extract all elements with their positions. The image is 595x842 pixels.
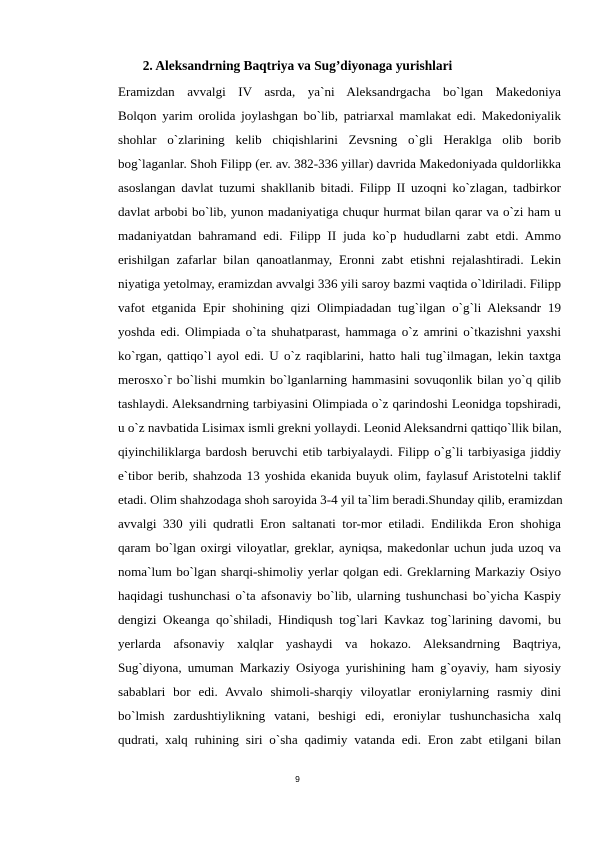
- text-line: ko`rgan, qattiqo`l ayol edi. U o`z raqiblarini, hatto hali tug`ilmagan, lekin taxtga: [118, 348, 561, 363]
- text-line: dengizi Okeanga qo`shiladi, Hindiqush tog`lari Kavkaz tog`larining davomi, bu: [118, 612, 561, 627]
- text-line: madaniyatdan bahramand edi. Filipp II juda ko`p hududlarni zabt etdi. Ammo: [118, 228, 561, 243]
- text-line: asoslangan davlat tuzumi shakllanib bitadi. Filipp II uzoqni ko`zlagan, tadbirkor: [118, 180, 561, 195]
- text-line: bo`lmish zardushtiylikning vatani, beshigi edi, eroniylar tushunchasicha xalq: [118, 708, 561, 723]
- text-line: Eramizdan avvalgi IV asrda, ya`ni Aleksandrgacha bo`lgan Makedoniya: [118, 84, 561, 99]
- text-line: qaram bo`lgan oxirgi viloyatlar, greklar, ayniqsa, makedonlar uchun juda uzoq va: [118, 540, 561, 555]
- text-line: tashlaydi. Aleksandrning tarbiyasini Olimpiada o`z qarindoshi Leonidga topshiradi,: [118, 396, 561, 411]
- text-line: noma`lum bo`lgan sharqi-shimoliy yerlar qolgan edi. Greklarning Markaziy Osiyo: [118, 564, 561, 579]
- text-line: e`tibor berib, shahzoda 13 yoshida ekanida buyuk olim, faylasuf Aristotelni taklif: [118, 468, 561, 483]
- text-line: Sug`diyona, umuman Markaziy Osiyoga yurishining ham g`oyaviy, ham siyosiy: [118, 660, 561, 675]
- text-line: bog`laganlar. Shoh Filipp (er. av. 382-336 yillar) davrida Makedoniyada quldorlikka: [118, 156, 561, 171]
- text-line: haqidagi tushunchasi o`ta afsonaviy bo`lib, ularning tushunchasi bo`yicha Kaspiy: [118, 588, 561, 603]
- text-line: merosxo`r bo`lishi mumkin bo`lganlarning hammasini sovuqonlik bilan yo`q qilib: [118, 372, 561, 387]
- text-line: davlat arbobi bo`lib, yunon madaniyatiga chuqur hurmat bilan qarar va o`zi ham u: [118, 204, 561, 219]
- text-line: yoshda edi. Olimpiada o`ta shuhatparast, hammaga o`z amrini o`tkazishni yaxshi: [118, 324, 561, 339]
- text-line: qiyinchiliklarga bardosh beruvchi etib tarbiyalaydi. Filipp o`g`li tarbiyasiga jiddiy: [118, 444, 561, 459]
- text-line: erishilgan zafarlar bilan qanoatlanmay, Eronni zabt etishni rejalashtiradi. Lekin: [118, 252, 561, 267]
- text-line: shohlar o`zlarining kelib chiqishlarini Zevsning o`gli Heraklga olib borib: [118, 132, 561, 147]
- text-line: vafot etganida Epir shohining qizi Olimpiadadan tug`ilgan o`g`li Aleksandr 19: [118, 300, 561, 315]
- text-line: sabablari bor edi. Avvalo shimoli-sharqiy viloyatlar eroniylarning rasmiy dini: [118, 684, 561, 699]
- text-line: etadi. Olim shahzodaga shoh saroyida 3-4 yil ta`lim beradi.Shunday qilib, eramizdan: [118, 492, 563, 507]
- text-line: qudrati, xalq ruhining siri o`sha qadimiy vatanda edi. Eron zabt etilgani bilan: [118, 732, 561, 747]
- text-line: niyatiga yetolmay, eramizdan avvalgi 336 yili saroy bazmi vaqtida o`ldiriladi. Filipp: [118, 276, 561, 291]
- body-paragraph: [118, 80, 561, 752]
- text-line: yerlarda afsonaviy xalqlar yashaydi va hokazo. Aleksandrning Baqtriya,: [118, 636, 561, 651]
- text-line: avvalgi 330 yili qudratli Eron saltanati tor-mor etiladi. Endilikda Eron shohiga: [118, 516, 561, 531]
- text-line: u o`z navbatida Lisimax ismli grekni yollaydi. Leonid Aleksandrni qattiqo`llik bilan,: [118, 420, 562, 435]
- page-number: 9: [295, 774, 300, 784]
- section-heading: 2. Aleksandrning Baqtriya va Sug’diyonaga yurishlari: [142, 58, 453, 73]
- text-line: Bolqon yarim orolida joylashgan bo`lib, patriarxal mamlakat edi. Makedoniyalik: [118, 108, 561, 123]
